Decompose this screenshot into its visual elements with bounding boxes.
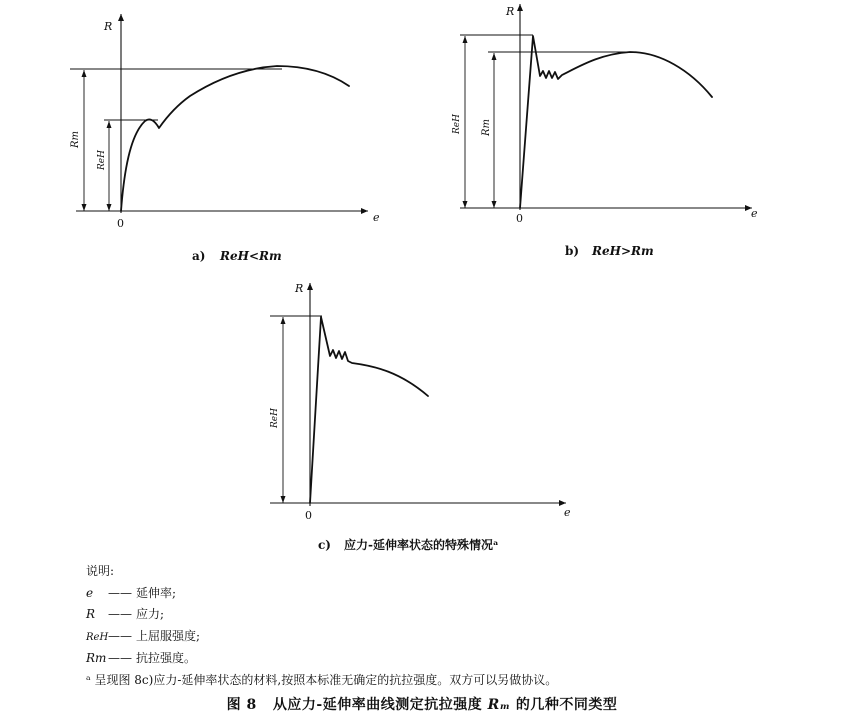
legend-dash: —— <box>108 607 132 621</box>
legend-item-e <box>86 583 557 605</box>
panel-b-curve <box>520 36 712 208</box>
panel-b-y-label: R <box>506 5 515 18</box>
legend-item-r <box>86 604 557 626</box>
panel-b-caption-letter: b) <box>565 244 580 258</box>
panel-a-curve <box>121 66 349 211</box>
legend-heading: 说明: <box>86 564 115 578</box>
panel-c-caption-expr: 应力-延伸率状态的特殊情况ᵃ <box>344 538 499 552</box>
legend-text: 应力; <box>136 607 165 621</box>
figure-title-symbol: Rₘ <box>487 697 511 713</box>
panel-a-reh-dim-label: ReH <box>97 150 107 170</box>
panel-a-caption-expr: ReH<Rm <box>220 249 282 263</box>
legend-text: 延伸率; <box>136 585 177 600</box>
panel-c-origin: 0 <box>305 509 312 522</box>
panel-c-x-label: e <box>564 506 571 519</box>
panel-a <box>70 14 380 263</box>
figure-title-prefix: 图 8 <box>226 697 257 713</box>
panel-b-reh-dim-label: ReH <box>452 114 462 134</box>
footnote-text: 呈现图 8c)应力-延伸率状态的材料,按照本标准无确定的抗拉强度。双方可以另做协议。 <box>94 672 558 687</box>
legend-symbol: R <box>86 607 96 621</box>
panel-b-x-label: e <box>751 207 758 220</box>
panel-b-origin: 0 <box>516 212 523 225</box>
footnote-mark: ᵃ <box>86 672 91 687</box>
legend-text: 上屈服强度; <box>136 628 201 643</box>
panel-c-caption-letter: c) <box>318 538 331 552</box>
panel-a-caption-letter: a) <box>192 249 206 263</box>
panel-c-y-label: R <box>295 282 304 295</box>
legend-footnote <box>86 670 557 692</box>
panel-a-origin: 0 <box>117 217 124 230</box>
panel-a-y-label: R <box>104 20 113 33</box>
panel-b <box>452 4 758 258</box>
panel-a-rm-dim-label: Rm <box>70 130 81 148</box>
legend-text: 抗拉强度。 <box>136 651 197 665</box>
legend-symbol: Rm <box>86 651 107 665</box>
figure-title-suffix: 的几种不同类型 <box>515 697 618 713</box>
legend-symbol: ReH <box>86 631 109 643</box>
panel-b-caption-expr: ReH>Rm <box>592 244 654 258</box>
panel-b-rm-dim-label: Rm <box>481 118 492 136</box>
figure-title-main: 从应力-延伸率曲线测定抗拉强度 <box>272 697 483 713</box>
panel-c-curve <box>310 317 428 503</box>
panel-c <box>270 282 571 552</box>
legend-symbol: e <box>86 585 94 600</box>
legend <box>86 561 557 691</box>
panel-c-reh-dim-label: ReH <box>270 408 280 428</box>
legend-dash: —— <box>108 651 132 665</box>
panel-a-x-label: e <box>373 211 380 224</box>
figure-title <box>0 694 844 714</box>
legend-item-reh <box>86 626 557 649</box>
legend-dash: —— <box>108 628 132 643</box>
legend-dash: —— <box>108 585 132 600</box>
legend-item-rm <box>86 648 557 670</box>
